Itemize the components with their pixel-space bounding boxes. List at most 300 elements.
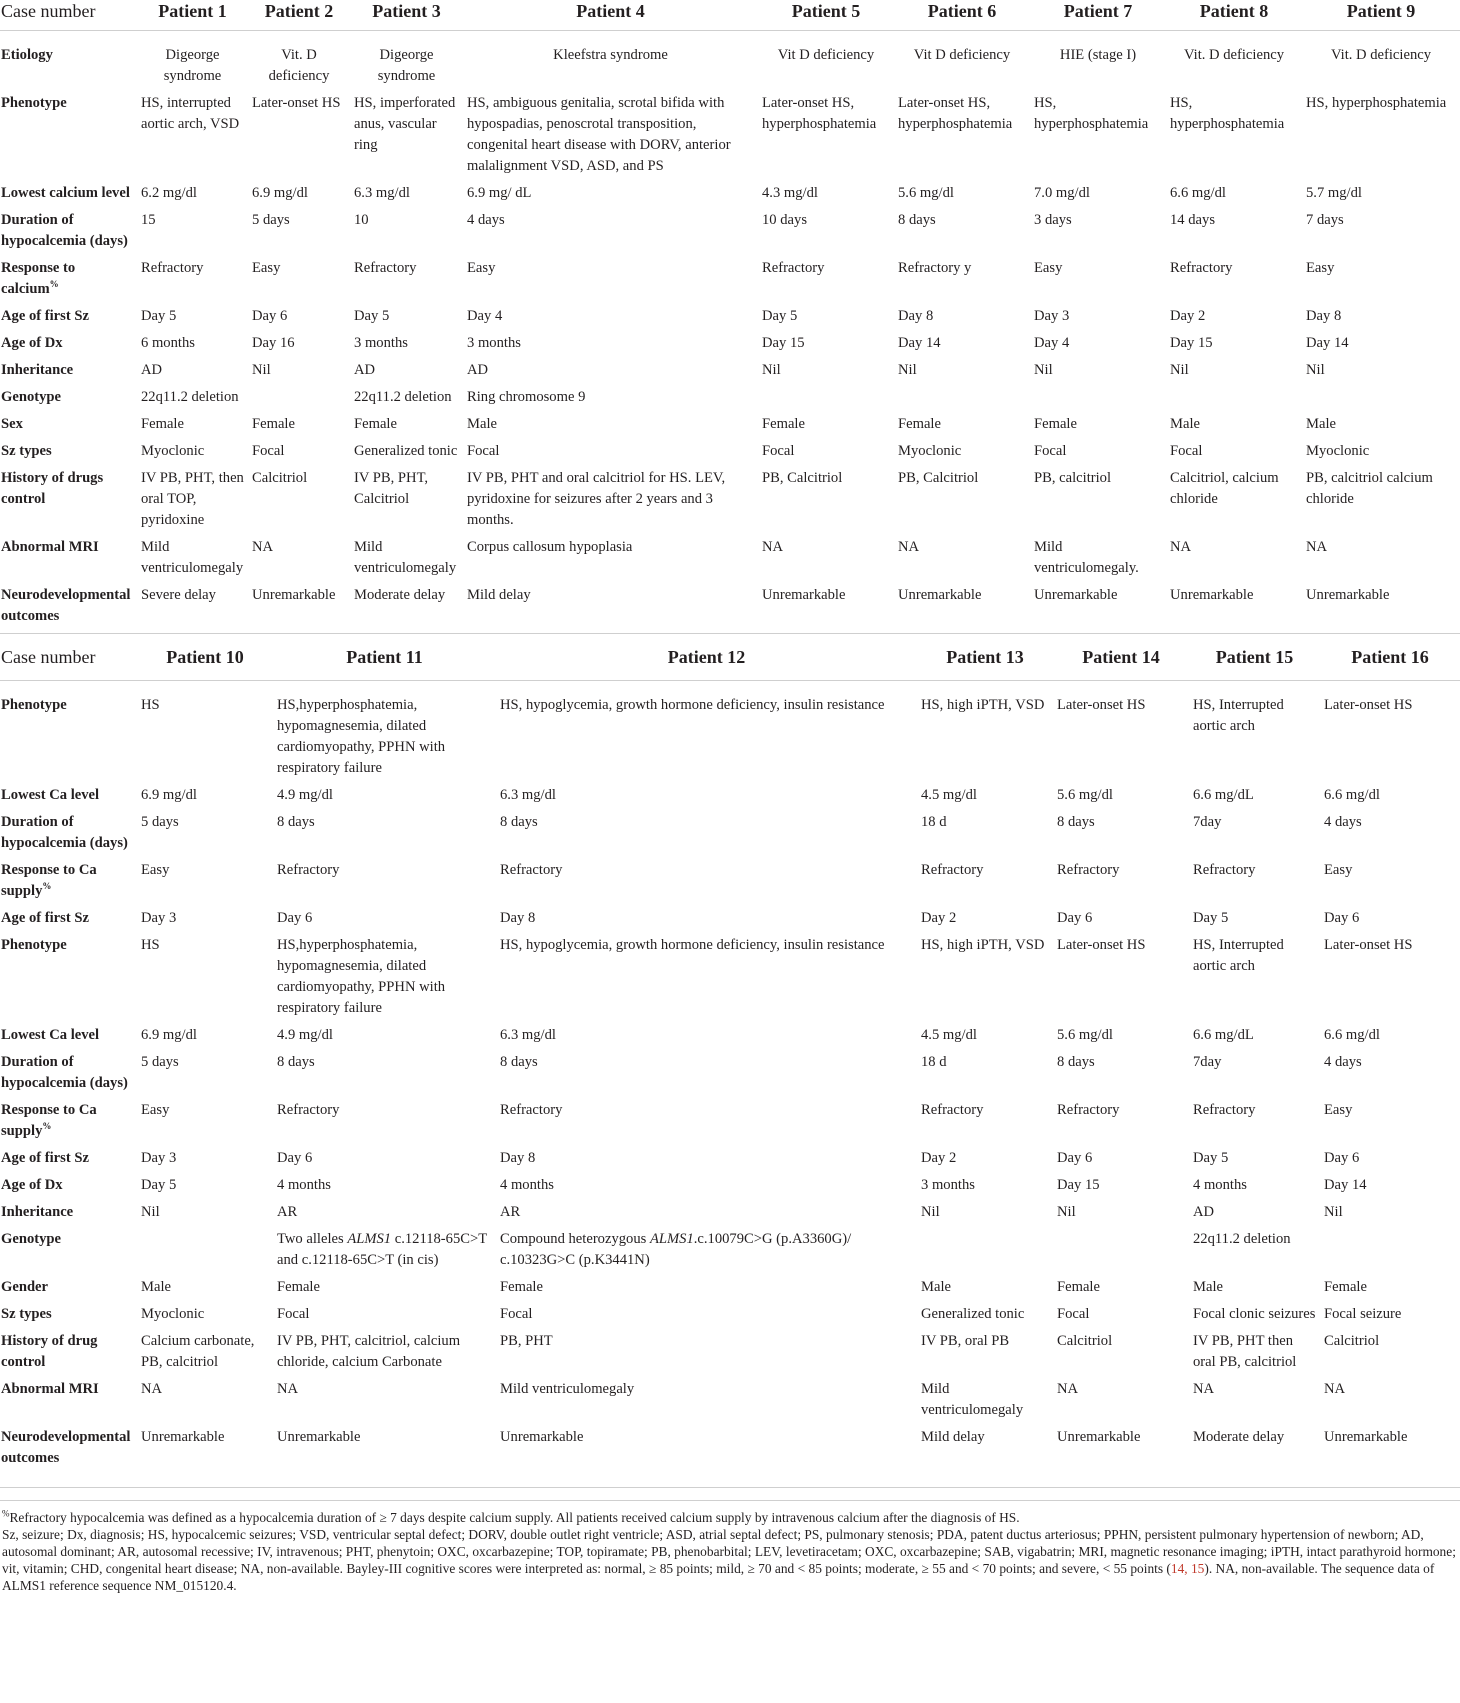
table-cell: HS, hypoglycemia, growth hormone deficiency, insulin resistance — [500, 937, 885, 953]
table-cell: Day 5 — [1193, 1150, 1229, 1166]
table-cell: PB, calcitriol — [1034, 470, 1112, 486]
table-row — [0, 1202, 1460, 1229]
patient-column-header: Patient 7 — [1063, 1, 1133, 21]
table-row — [0, 1331, 1460, 1379]
table-row — [0, 935, 1460, 1025]
table-row — [0, 1277, 1460, 1304]
table-row — [0, 468, 1460, 537]
table-cell: Female — [898, 416, 941, 432]
table-cell: AD — [467, 362, 489, 378]
table-cell: Unremarkable — [1170, 587, 1254, 603]
patient-column-header: Patient 10 — [166, 647, 244, 667]
table-cell: Day 6 — [1324, 910, 1360, 926]
table-cell: Male — [467, 416, 497, 432]
case-table-patients-1-9 — [0, 0, 1460, 633]
table-cell: NA — [141, 1381, 163, 1397]
table-cell: 6.3 mg/dl — [500, 1027, 556, 1043]
table-row — [0, 1148, 1460, 1175]
table-cell: 10 days — [762, 212, 807, 228]
row-label: Age of first Sz — [1, 308, 89, 324]
table-cell: Unremarkable — [277, 1429, 361, 1445]
table-row — [0, 1052, 1460, 1100]
table-cell: Compound heterozygous ALMS1.c.10079C>G (p.A3360G)/ c.10323G>C (p.K3441N) — [500, 1231, 852, 1268]
row-label: Duration of hypocalcemia (days) — [1, 1054, 128, 1091]
table-cell: Nil — [762, 362, 781, 378]
table-cell: 6.9 mg/ dL — [467, 185, 532, 201]
table-cell: Refractory — [141, 260, 204, 276]
table-cell: Moderate delay — [354, 587, 446, 603]
case-table-patients-10-16 — [0, 633, 1460, 1475]
table-cell: Digeorge syndrome — [163, 47, 222, 84]
row-label: Duration of hypocalcemia (days) — [1, 814, 128, 851]
row-label: Etiology — [1, 47, 53, 63]
table-cell: Day 3 — [141, 910, 177, 926]
table-cell: Focal — [277, 1306, 310, 1322]
table-cell: Female — [1324, 1279, 1367, 1295]
table-cell: 6.9 mg/dl — [141, 1027, 197, 1043]
table-cell: PB, Calcitriol — [898, 470, 979, 486]
table-cell: Male — [921, 1279, 951, 1295]
table-cell: Day 8 — [500, 910, 536, 926]
table-cell: Refractory — [762, 260, 825, 276]
footnote-abbreviations: Sz, seizure; Dx, diagnosis; HS, hypocalcemic seizures; VSD, ventricular septal defect; DORV, double outlet right ventricle; ASD, atrial septal defect; PS, pulmonary stenosis; PDA, patent ductus arteriosus; PPHN, persistent pulmonary hypertension of newborn; AD, autosomal dominant; AR, autosomal recessive; IV, intravenous; PHT, phenytoin; OXC, oxcarbazepine; TOP, topiramate; PB, phenobarbital; LEV, levetiracetam; OXC, oxcarbazepine; SAB, vigabatrin; MRI, magnetic resonance imaging; iPTH, intact parathyroid hormone; vit, vitamin; CHD, congenital heart disease; NA, non-available. Bayley-III cognitive scores were interpreted as: normal, ≥ 85 points; mild, ≥ 70 and < 85 points; moderate, ≥ 55 and < 70 points; and severe, < 55 points (14, 15). NA, non-available. The sequence data of ALMS1 reference sequence NM_015120.4. — [2, 1527, 1456, 1593]
table-cell: Day 5 — [354, 308, 390, 324]
row-label: Sz types — [1, 443, 52, 459]
table-cell: Unremarkable — [1034, 587, 1118, 603]
table-cell: Generalized tonic — [354, 443, 458, 459]
table-row — [0, 360, 1460, 387]
table-cell: Day 14 — [898, 335, 941, 351]
table-row — [0, 585, 1460, 633]
header-row — [0, 634, 1460, 681]
table-cell: Day 6 — [277, 1150, 313, 1166]
row-label: Abnormal MRI — [1, 539, 99, 555]
table-cell: 5 days — [141, 814, 179, 830]
table-cell: Refractory — [921, 862, 984, 878]
table-cell: NA — [898, 539, 920, 555]
row-label: Sz types — [1, 1306, 52, 1322]
table-cell: HS, hyperphosphatemia — [1306, 95, 1447, 111]
table-cell: Day 14 — [1324, 1177, 1367, 1193]
footnote-refractory-definition: %Refractory hypocalcemia was defined as a hypocalcemia duration of ≥ 7 days despite calcium supply. All patients received calcium supply by intravenous calcium after the diagnosis of HS. — [2, 1508, 1020, 1525]
table-cell: HS, interrupted aortic arch, VSD — [141, 95, 240, 132]
table-row — [0, 306, 1460, 333]
table-cell: 22q11.2 deletion — [141, 389, 239, 405]
table-cell: HS,hyperphosphatemia, hypomagnesemia, dilated cardiomyopathy, PPHN with respiratory failure — [277, 937, 446, 1016]
table-cell: HS, high iPTH, VSD — [921, 937, 1045, 953]
patient-column-header: Patient 5 — [791, 1, 861, 21]
table-cell: Vit D deficiency — [913, 47, 1011, 63]
table-cell: Severe delay — [141, 587, 216, 603]
table-cell: Myoclonic — [1306, 443, 1370, 459]
table-cell: Refractory — [1193, 862, 1256, 878]
row-label: Response to calcium% — [1, 260, 76, 297]
table-cell: PB, calcitriol calcium chloride — [1306, 470, 1433, 507]
table-row — [0, 93, 1460, 183]
table-row — [0, 1427, 1460, 1475]
table-cell — [1166, 387, 1302, 414]
row-label: Neurodevelopmental outcomes — [1, 1429, 131, 1466]
table-cell: 6.9 mg/dl — [252, 185, 308, 201]
row-label: Lowest calcium level — [1, 185, 130, 201]
table-cell: Female — [354, 416, 397, 432]
patient-column-header: Patient 6 — [927, 1, 997, 21]
table-cell: Corpus callosum hypoplasia — [467, 539, 633, 555]
reference-link[interactable]: 14, 15 — [1170, 1561, 1205, 1576]
table-cell: AD — [141, 362, 163, 378]
patient-column-header: Patient 3 — [372, 1, 441, 21]
table-cell: Unremarkable — [1057, 1429, 1141, 1445]
table-cell: 4.5 mg/dl — [921, 787, 977, 803]
table-cell: Focal — [1034, 443, 1067, 459]
table-cell: Mild ventriculomegaly — [141, 539, 244, 576]
table-cell: 3 months — [467, 335, 521, 351]
table-cell: Mild ventriculomegaly. — [1034, 539, 1139, 576]
row-label: History of drug control — [1, 1333, 98, 1370]
table-cell: IV PB, oral PB — [921, 1333, 1010, 1349]
table-row — [0, 1175, 1460, 1202]
table-cell: 10 — [354, 212, 369, 228]
patient-column-header: Patient 16 — [1351, 647, 1429, 667]
table-cell: Refractory — [1170, 260, 1233, 276]
table-cell: IV PB, PHT then oral PB, calcitriol — [1193, 1333, 1297, 1370]
table-cell: 4 days — [1324, 1054, 1362, 1070]
table-cell: 4.9 mg/dl — [277, 1027, 333, 1043]
table-cell: Day 5 — [1193, 910, 1229, 926]
table-cell: 6.6 mg/dl — [1170, 185, 1226, 201]
table-cell: Day 2 — [921, 1150, 957, 1166]
table-cell: NA — [1324, 1381, 1346, 1397]
table-cell: HS, Interrupted aortic arch — [1193, 937, 1284, 974]
table-cell: NA — [1306, 539, 1328, 555]
table-cell: Unremarkable — [252, 587, 336, 603]
table-row — [0, 31, 1460, 94]
table-footnotes — [0, 1500, 1460, 1594]
patient-column-header: Patient 4 — [576, 1, 645, 21]
table-cell: Easy — [141, 1102, 170, 1118]
table-cell: 8 days — [277, 814, 315, 830]
table-cell: 14 days — [1170, 212, 1215, 228]
table-cell: Easy — [1034, 260, 1063, 276]
table-cell: Later-onset HS — [252, 95, 341, 111]
table-cell: Day 2 — [921, 910, 957, 926]
table-cell: 5 days — [252, 212, 290, 228]
table-cell: Day 14 — [1306, 335, 1349, 351]
table-row — [0, 1304, 1460, 1331]
table-cell — [917, 1229, 1053, 1277]
table-cell: Myoclonic — [141, 443, 205, 459]
table-cell: Male — [1193, 1279, 1223, 1295]
table-cell: 7day — [1193, 814, 1222, 830]
row-label: Inheritance — [1, 1204, 74, 1220]
table-cell: Focal — [252, 443, 285, 459]
table-cell: Calcitriol — [252, 470, 308, 486]
table-cell: Mild delay — [467, 587, 531, 603]
table-cell: 5.6 mg/dl — [1057, 787, 1113, 803]
table-cell: Mild ventriculomegaly — [921, 1381, 1024, 1418]
table-cell: Calcitriol, calcium chloride — [1170, 470, 1279, 507]
table-row — [0, 860, 1460, 908]
table-cell: 22q11.2 deletion — [1193, 1231, 1291, 1247]
table-cell: Day 6 — [277, 910, 313, 926]
table-cell: 8 days — [898, 212, 936, 228]
table-cell: Focal — [1057, 1306, 1090, 1322]
table-cell: Later-onset HS — [1057, 697, 1146, 713]
table-cell: 3 days — [1034, 212, 1072, 228]
patient-column-header: Patient 1 — [158, 1, 227, 21]
row-label: Sex — [1, 416, 23, 432]
table-cell: Female — [277, 1279, 320, 1295]
table-cell: Focal seizure — [1324, 1306, 1402, 1322]
table-cell: Day 2 — [1170, 308, 1206, 324]
row-label: Duration of hypocalcemia (days) — [1, 212, 128, 249]
table-cell: 6.6 mg/dL — [1193, 787, 1254, 803]
table-cell: Nil — [921, 1204, 940, 1220]
patient-column-header: Patient 14 — [1082, 647, 1160, 667]
table-cell: 4 months — [277, 1177, 331, 1193]
table-cell — [248, 387, 350, 414]
table-cell: Easy — [252, 260, 281, 276]
table-cell: Day 4 — [1034, 335, 1070, 351]
row-label: Genotype — [1, 389, 61, 405]
table-cell: Myoclonic — [141, 1306, 205, 1322]
table-cell: Focal — [500, 1306, 533, 1322]
table-cell: Nil — [1170, 362, 1189, 378]
table-cell: Calcitriol — [1324, 1333, 1380, 1349]
table-cell: Male — [1306, 416, 1336, 432]
table-cell: Refractory — [1057, 862, 1120, 878]
table-cell: Unremarkable — [1324, 1429, 1408, 1445]
table-cell: Refractory — [500, 862, 563, 878]
row-label: Phenotype — [1, 697, 67, 713]
table-cell: 8 days — [500, 814, 538, 830]
table-row — [0, 785, 1460, 812]
table-cell: Day 5 — [762, 308, 798, 324]
table-cell: Day 3 — [1034, 308, 1070, 324]
table-cell: 18 d — [921, 1054, 947, 1070]
table-row — [0, 537, 1460, 585]
table-cell: Calcium carbonate, PB, calcitriol — [141, 1333, 255, 1370]
table-cell — [1302, 387, 1460, 414]
table-cell: IV PB, PHT and oral calcitriol for HS. LEV, pyridoxine for seizures after 2 years and 3 months. — [467, 470, 726, 528]
table-cell: Day 8 — [898, 308, 934, 324]
table-cell: 7 days — [1306, 212, 1344, 228]
table-cell: Nil — [1057, 1204, 1076, 1220]
table-cell: 6.6 mg/dl — [1324, 1027, 1380, 1043]
table-cell: PB, Calcitriol — [762, 470, 843, 486]
table-cell: Focal clonic seizures — [1193, 1306, 1316, 1322]
table-cell: Day 6 — [252, 308, 288, 324]
row-label: Age of first Sz — [1, 910, 89, 926]
row-label: History of drugs control — [1, 470, 104, 507]
table-cell: Female — [500, 1279, 543, 1295]
table-cell: Nil — [141, 1204, 160, 1220]
table-cell: Nil — [252, 362, 271, 378]
table-cell: 6 months — [141, 335, 195, 351]
table-cell: Refractory — [921, 1102, 984, 1118]
table-cell: 8 days — [277, 1054, 315, 1070]
table-cell: 5 days — [141, 1054, 179, 1070]
table-cell: Day 6 — [1324, 1150, 1360, 1166]
row-label: Phenotype — [1, 95, 67, 111]
table-cell: 5.6 mg/dl — [1057, 1027, 1113, 1043]
table-cell: Ring chromosome 9 — [467, 389, 586, 405]
table-cell: AD — [1193, 1204, 1215, 1220]
table-cell: AR — [277, 1204, 298, 1220]
table-row — [0, 333, 1460, 360]
table-cell: 6.6 mg/dL — [1193, 1027, 1254, 1043]
table-cell: Later-onset HS, hyperphosphatemia — [898, 95, 1013, 132]
table-cell: HS, hyperphosphatemia — [1034, 95, 1149, 132]
table-cell: Day 15 — [762, 335, 805, 351]
table-cell — [1320, 1229, 1460, 1277]
table-cell: 7.0 mg/dl — [1034, 185, 1090, 201]
row-label: Lowest Ca level — [1, 1027, 100, 1043]
table-cell: Day 5 — [141, 1177, 177, 1193]
table-cell: Moderate delay — [1193, 1429, 1285, 1445]
table-cell: Generalized tonic — [921, 1306, 1025, 1322]
table-cell: 3 months — [354, 335, 408, 351]
row-label: Abnormal MRI — [1, 1381, 99, 1397]
table-cell: NA — [1193, 1381, 1215, 1397]
table-cell: 4.3 mg/dl — [762, 185, 818, 201]
patient-column-header: Patient 11 — [346, 647, 423, 667]
table-cell: HS, ambiguous genitalia, scrotal bifida with hypospadias, penoscrotal transposition, congenital heart disease with DORV, anterior malalignment VSD, ASD, and PS — [467, 95, 731, 174]
table-cell: Female — [1034, 416, 1077, 432]
table-cell: Vit D deficiency — [777, 47, 875, 63]
table-cell: Kleefstra syndrome — [553, 47, 668, 63]
table-cell: HS, imperforated anus, vascular ring — [354, 95, 456, 153]
table-cell: Digeorge syndrome — [377, 47, 436, 84]
table-cell: Refractory — [1193, 1102, 1256, 1118]
table-cell: Refractory — [500, 1102, 563, 1118]
table-cell: Day 3 — [141, 1150, 177, 1166]
table-row — [0, 1100, 1460, 1148]
row-label: Age of first Sz — [1, 1150, 89, 1166]
table-cell: HIE (stage I) — [1059, 47, 1137, 63]
table-cell: Female — [1057, 1279, 1100, 1295]
patient-column-header: Patient 15 — [1215, 647, 1294, 667]
patient-column-header: Patient 2 — [264, 1, 334, 21]
table-cell: Refractory — [277, 862, 340, 878]
table-cell: 4.5 mg/dl — [921, 1027, 977, 1043]
table-cell: 22q11.2 deletion — [354, 389, 452, 405]
table-cell: NA — [1170, 539, 1192, 555]
row-label: Age of Dx — [1, 335, 63, 351]
table-cell: 3 months — [921, 1177, 975, 1193]
table-cell: 7day — [1193, 1054, 1222, 1070]
table-cell: 4.9 mg/dl — [277, 787, 333, 803]
table-cell: Calcitriol — [1057, 1333, 1113, 1349]
table-cell: HS, hyperphosphatemia — [1170, 95, 1285, 132]
table-cell: 6.9 mg/dl — [141, 787, 197, 803]
table-cell: NA — [1057, 1381, 1079, 1397]
table-cell: AD — [354, 362, 376, 378]
table-cell: 5.6 mg/dl — [898, 185, 954, 201]
table-cell: Female — [762, 416, 805, 432]
table-cell: Easy — [467, 260, 496, 276]
table-cell: Vit. D deficiency — [1330, 47, 1432, 63]
table-row — [0, 1025, 1460, 1052]
table-cell: PB, PHT — [500, 1333, 553, 1349]
table-row — [0, 908, 1460, 935]
table-cell: Later-onset HS, hyperphosphatemia — [762, 95, 877, 132]
table-cell: 4 days — [467, 212, 505, 228]
table-cell: HS, hypoglycemia, growth hormone deficiency, insulin resistance — [500, 697, 885, 713]
table-cell: Vit. D deficiency — [1183, 47, 1285, 63]
table-cell: 6.6 mg/dl — [1324, 787, 1380, 803]
table-cell: 4 months — [500, 1177, 554, 1193]
table-cell: Male — [141, 1279, 171, 1295]
table-cell: Easy — [1324, 1102, 1353, 1118]
table-cell: Later-onset HS — [1057, 937, 1146, 953]
table-cell: 8 days — [1057, 814, 1095, 830]
table-cell: Focal — [467, 443, 500, 459]
row-label: Neurodevelopmental outcomes — [1, 587, 131, 624]
table-cell: Unremarkable — [500, 1429, 584, 1445]
patient-column-header: Patient 13 — [946, 647, 1024, 667]
patient-column-header: Patient 9 — [1346, 1, 1416, 21]
table-cell: Mild ventriculomegaly — [500, 1381, 635, 1397]
row-label: Inheritance — [1, 362, 74, 378]
table-cell: HS — [141, 697, 160, 713]
table-cell: IV PB, PHT, then oral TOP, pyridoxine — [141, 470, 244, 528]
table-row — [0, 812, 1460, 860]
table-cell: Mild ventriculomegaly — [354, 539, 457, 576]
table-row — [0, 1229, 1460, 1277]
table-cell: Day 8 — [500, 1150, 536, 1166]
table-cell: IV PB, PHT, Calcitriol — [354, 470, 429, 507]
row-label: Response to Ca supply% — [1, 1102, 97, 1139]
table-cell: 6.3 mg/dl — [500, 787, 556, 803]
table-cell: 6.3 mg/dl — [354, 185, 410, 201]
table-cell — [1053, 1229, 1189, 1277]
table-cell: Female — [141, 416, 184, 432]
table-cell: Easy — [1306, 260, 1335, 276]
row-label: Phenotype — [1, 937, 67, 953]
table-cell: Easy — [141, 862, 170, 878]
table-cell: Nil — [898, 362, 917, 378]
table-cell: Unremarkable — [762, 587, 846, 603]
table-row — [0, 414, 1460, 441]
table-cell: Mild delay — [921, 1429, 985, 1445]
table-cell: Unremarkable — [1306, 587, 1390, 603]
table-row — [0, 387, 1460, 414]
table-cell: Day 4 — [467, 308, 503, 324]
table-cell: HS,hyperphosphatemia, hypomagnesemia, dilated cardiomyopathy, PPHN with respiratory failure — [277, 697, 446, 776]
table-cell: Later-onset HS — [1324, 937, 1413, 953]
patient-column-header: Patient 12 — [667, 647, 746, 667]
table-cell: IV PB, PHT, calcitriol, calcium chloride, calcium Carbonate — [277, 1333, 461, 1370]
table-row — [0, 258, 1460, 306]
table-cell: Day 8 — [1306, 308, 1342, 324]
table-cell: Unremarkable — [141, 1429, 225, 1445]
table-cell: 5.7 mg/dl — [1306, 185, 1362, 201]
table-cell: Day 6 — [1057, 910, 1093, 926]
table-cell: Day 15 — [1170, 335, 1213, 351]
table-cell — [137, 1229, 273, 1277]
row-label: Response to Ca supply% — [1, 862, 97, 899]
table-cell: Two alleles ALMS1 c.12118-65C>T and c.12118-65C>T (in cis) — [277, 1231, 487, 1268]
table-row — [0, 441, 1460, 468]
table-cell: Female — [252, 416, 295, 432]
table-cell: Myoclonic — [898, 443, 962, 459]
table-cell: 4 months — [1193, 1177, 1247, 1193]
patient-column-header: Patient 8 — [1199, 1, 1269, 21]
table-cell: Unremarkable — [898, 587, 982, 603]
table-cell — [758, 387, 894, 414]
row-label: Age of Dx — [1, 1177, 63, 1193]
